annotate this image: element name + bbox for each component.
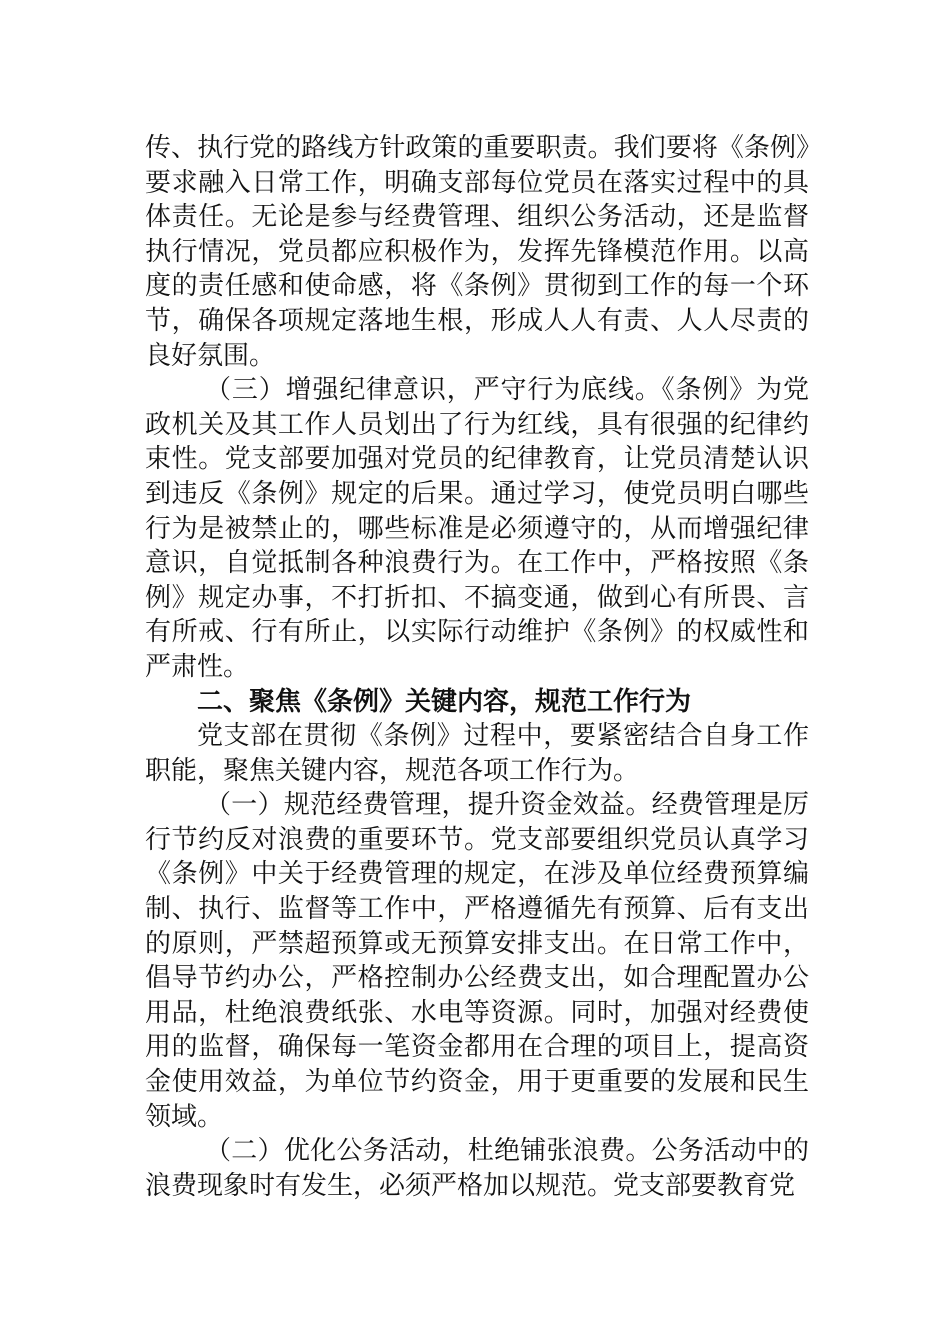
section-heading-two: 二、聚焦《条例》关键内容，规范工作行为 xyxy=(197,686,692,717)
paragraph-section-three-discipline: （三）增强纪律意识，严守行为底线。《条例》为党政机关及其工作人员划出了行为红线，具有很强的纪律约束性。党支部要加强对党员的纪律教育，让党员清楚认识到违反《条例》规定的后果。通过学习，使党员明白哪些行为是被禁止的，哪些标准是必须遵守的，从而增强纪律意识，自觉抵制各种浪费行为。在工作中，严格按照《条例》规定办事，不打折扣、不搞变通，做到心有所畏、言有所戒、行有所止，以实际行动维护《条例》的权威性和严肃性。 xyxy=(145,375,809,682)
paragraph-section-two-intro: 党支部在贯彻《条例》过程中，要紧密结合自身工作职能，聚焦关键内容，规范各项工作行为。 xyxy=(145,721,809,786)
paragraph-section-one-funding: （一）规范经费管理，提升资金效益。经费管理是厉行节约反对浪费的重要环节。党支部要组织党员认真学习《条例》中关于经费管理的规定，在涉及单位经费预算编制、执行、监督等工作中，严格遵循先有预算、后有支出的原则，严禁超预算或无预算安排支出。在日常工作中，倡导节约办公，严格控制办公经费支出，如合理配置办公用品，杜绝浪费纸张、水电等资源。同时，加强对经费使用的监督，确保每一笔资金都用在合理的项目上，提高资金使用效益，为单位节约资金，用于更重要的发展和民生领域。 xyxy=(145,790,809,1132)
document-body xyxy=(145,131,809,1203)
paragraph-responsibility-continuation: 传、执行党的路线方针政策的重要职责。我们要将《条例》要求融入日常工作，明确支部每位党员在落实过程中的具体责任。无论是参与经费管理、组织公务活动，还是监督执行情况，党员都应积极作为，发挥先锋模范作用。以高度的责任感和使命感，将《条例》贯彻到工作的每一个环节，确保各项规定落地生根，形成人人有责、人人尽责的良好氛围。 xyxy=(145,133,809,371)
paragraph-section-two-official-activities: （二）优化公务活动，杜绝铺张浪费。公务活动中的浪费现象时有发生，必须严格加以规范。党支部要教育党 xyxy=(145,1136,809,1201)
